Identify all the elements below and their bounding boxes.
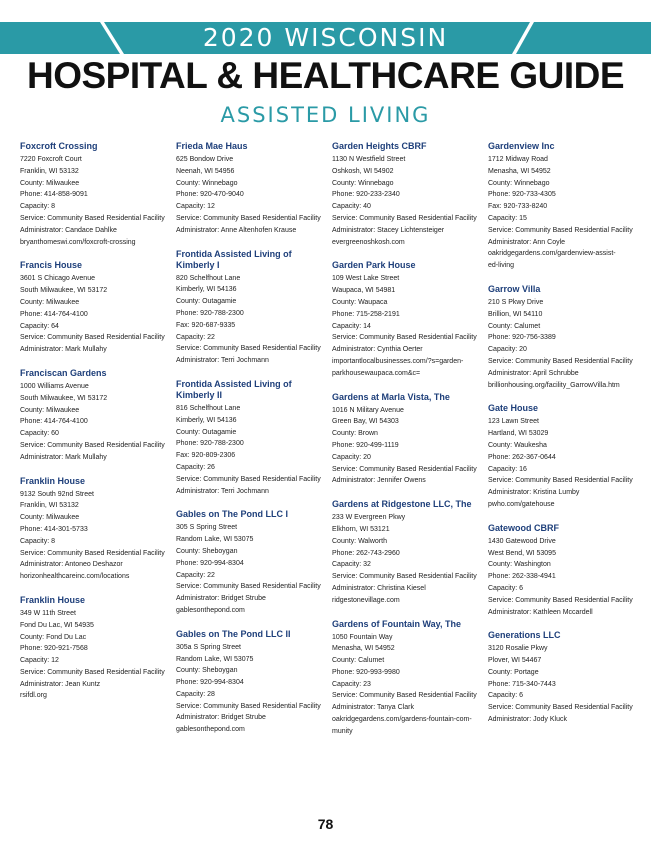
facility-detail-line: 1050 Fountain Way: [332, 633, 393, 641]
facility-detail-line: Random Lake, WI 53075: [176, 536, 254, 544]
facility-entry: [332, 141, 482, 248]
facility-detail-line: 3601 S Chicago Avenue: [20, 275, 95, 283]
facility-detail-line: County: Sheboygan: [176, 667, 238, 675]
facility-name: Franklin House: [20, 594, 86, 605]
facility-detail-line: Fond Du Lac, WI 54935: [20, 621, 94, 629]
facility-entry: [176, 249, 326, 367]
facility-detail-line: Fax: 920-687-9335: [176, 321, 236, 329]
facility-detail-line: County: Milwaukee: [20, 406, 80, 414]
facility-detail-line: Plover, WI 54467: [488, 657, 542, 665]
facility-name: Francis House: [20, 260, 83, 271]
facility-detail-line: 349 W 11th Street: [20, 609, 76, 617]
facility-name: Frontida Assisted Living of Kimberly II: [176, 378, 292, 400]
facility-detail-line: County: Washington: [488, 561, 551, 569]
facility-detail-line: Capacity: 12: [176, 203, 215, 211]
facility-detail-line: Administrator: Jody Kluck: [488, 716, 567, 724]
facility-detail-line: County: Brown: [332, 430, 378, 438]
facility-detail-line: Service: Community Based Residential Facility: [488, 226, 633, 234]
facility-detail-line: 7220 Foxcroft Court: [20, 156, 82, 163]
facility-detail-line: Service: Community Based Residential Facility: [176, 475, 321, 483]
facility-detail-line: Administrator: Terri Jochmann: [176, 487, 269, 495]
facility-name: Gables on The Pond LLC I: [176, 509, 289, 520]
facility-detail-line: Administrator: Kathleen Mccardell: [488, 608, 593, 616]
facility-detail-line: Phone: 920-994-8304: [176, 679, 244, 687]
facility-detail-line: Phone: 920-470-9040: [176, 191, 244, 199]
facility-detail-line: 625 Bondow Drive: [176, 156, 234, 163]
banner-title: 2020 WISCONSIN: [202, 23, 449, 52]
facility-detail-line: County: Winnebago: [332, 179, 394, 187]
facility-detail-line: Phone: 262-743-2960: [332, 549, 400, 557]
facility-entry: [20, 368, 170, 464]
facility-detail-line: Green Bay, WI 54303: [332, 418, 399, 426]
facility-detail-line: Phone: 414-301-5733: [20, 525, 88, 533]
facility-detail-line: 3120 Rosalie Pkwy: [488, 645, 548, 653]
facility-detail-line: gablesonthepond.com: [176, 726, 245, 734]
facility-entry: [176, 379, 326, 497]
facility-detail-line: 305 S Spring Street: [176, 524, 238, 532]
facility-detail-line: Administrator: Mark Mullahy: [20, 346, 107, 354]
facility-name: Gatewood CBRF: [488, 522, 559, 533]
facility-detail-line: gablesonthepond.com: [176, 606, 245, 614]
facility-entry: [20, 260, 170, 356]
facility-detail-line: Phone: 920-993-9980: [332, 668, 400, 676]
facility-detail-line: Capacity: 8: [20, 203, 56, 211]
facility-detail-line: County: Fond Du Lac: [20, 633, 87, 641]
facility-name: Franciscan Gardens: [20, 367, 107, 378]
facility-detail-line: Capacity: 40: [332, 203, 371, 211]
facility-detail-line: 816 Schelfhout Lane: [176, 404, 241, 412]
facility-detail-line: Administrator: Cynthia Oerter: [332, 346, 423, 354]
facility-name: Gate House: [488, 403, 539, 414]
section-subtitle: ASSISTED LIVING: [220, 103, 431, 127]
facility-name: Gables on The Pond LLC II: [176, 628, 291, 639]
facility-detail-line: Phone: 262-367-0644: [488, 453, 556, 461]
facility-entry: [332, 260, 482, 379]
facility-name: Generations LLC: [488, 630, 561, 641]
facility-name: Foxcroft Crossing: [20, 141, 98, 151]
facility-detail-line: Service: Community Based Residential Facility: [332, 692, 477, 700]
facility-detail-line: Service: Community Based Residential Facility: [488, 357, 633, 365]
facility-detail-line: ridgestonevillage.com: [332, 596, 400, 604]
facility-detail-line: Administrator: Jean Kuntz: [20, 680, 101, 688]
facility-detail-line: Service: Community Based Residential Facility: [488, 704, 633, 712]
facility-detail-line: Phone: 920-499-1119: [332, 441, 399, 449]
facility-name: Gardens of Fountain Way, The: [332, 618, 462, 629]
facility-detail-line: South Milwaukee, WI 53172: [20, 287, 108, 295]
facility-detail-line: County: Winnebago: [176, 179, 238, 187]
facility-detail-line: 305a S Spring Street: [176, 643, 241, 651]
facility-name: Gardenview Inc: [488, 141, 555, 151]
facility-detail-line: Administrator: April Schrubbe: [488, 369, 579, 377]
facility-detail-line: parkhousewaupaca.com&c=: [332, 369, 421, 377]
facility-detail-line: Capacity: 12: [20, 657, 59, 665]
facility-detail-line: Phone: 414-764-4100: [20, 310, 88, 318]
facility-detail-line: County: Portage: [488, 668, 539, 676]
facility-detail-line: Phone: 414-764-4100: [20, 418, 88, 426]
facility-name: Garden Park House: [332, 260, 416, 271]
facility-detail-line: brillionhousing.org/facility_GarrowVilla.htm: [488, 381, 620, 389]
facility-detail-line: Service: Community Based Residential Facility: [20, 334, 165, 342]
facility-detail-line: Hartland, WI 53029: [488, 430, 549, 438]
facility-detail-line: Capacity: 6: [488, 692, 524, 700]
facility-detail-line: 109 West Lake Street: [332, 275, 400, 283]
facility-detail-line: South Milwaukee, WI 53172: [20, 394, 108, 402]
listing-column-4: [488, 141, 638, 738]
facility-detail-line: County: Calumet: [332, 657, 385, 665]
facility-detail-line: Phone: 262-338-4941: [488, 573, 556, 581]
facility-detail-line: Capacity: 64: [20, 322, 59, 330]
facility-detail-line: 1016 N Military Avenue: [332, 406, 404, 414]
facility-detail-line: 820 Schelfhout Lane: [176, 274, 241, 282]
facility-detail-line: Service: Community Based Residential Facility: [176, 702, 321, 710]
facility-detail-line: Administrator: Kristina Lumby: [488, 489, 580, 497]
facility-detail-line: oakridgegardens.com/gardenview-assist-: [488, 250, 616, 258]
facility-detail-line: Franklin, WI 53132: [20, 167, 79, 175]
facility-detail-line: Capacity: 22: [176, 571, 215, 579]
facility-detail-line: Elkhorn, WI 53121: [332, 525, 390, 533]
facility-detail-line: Capacity: 28: [176, 690, 215, 698]
facility-detail-line: County: Outagamie: [176, 428, 237, 436]
facility-entry: [20, 141, 170, 248]
listing-column-2: [176, 141, 326, 748]
facility-detail-line: 1130 N Westfield Street: [332, 156, 406, 163]
facility-detail-line: 1000 Williams Avenue: [20, 382, 89, 390]
facility-detail-line: 233 W Evergreen Pkwy: [332, 514, 406, 522]
listing-column-3: [332, 141, 482, 750]
facility-detail-line: Administrator: Jennifer Owens: [332, 477, 426, 485]
facility-detail-line: Phone: 920-733-4305: [488, 191, 556, 199]
facility-entry: [20, 476, 170, 583]
facility-entry: [332, 499, 482, 606]
facility-detail-line: pwho.com/gatehouse: [488, 500, 555, 508]
facility-detail-line: Service: Community Based Residential Facility: [488, 596, 633, 604]
facility-detail-line: horizonhealthcareinc.com/locations: [20, 573, 130, 581]
facility-detail-line: oakridgegardens.com/gardens-fountain-com-: [332, 716, 472, 724]
facility-entry: [176, 141, 326, 237]
facility-detail-line: Waupaca, WI 54981: [332, 287, 396, 295]
facility-entry: [488, 523, 638, 619]
facility-detail-line: Capacity: 15: [488, 214, 527, 222]
facility-detail-line: County: Calumet: [488, 322, 541, 330]
facility-detail-line: Capacity: 6: [488, 584, 524, 592]
facility-detail-line: Service: Community Based Residential Facility: [20, 441, 165, 449]
facility-detail-line: Menasha, WI 54952: [488, 167, 551, 175]
facility-entry: [488, 141, 638, 272]
facility-name: Gardens at Marla Vista, The: [332, 391, 450, 402]
facility-detail-line: Phone: 920-788-2300: [176, 440, 244, 448]
facility-detail-line: munity: [332, 727, 353, 735]
facility-detail-line: West Bend, WI 53095: [488, 549, 556, 557]
facility-entry: [176, 629, 326, 736]
facility-detail-line: Kimberly, WI 54136: [176, 286, 237, 294]
facility-detail-line: Service: Community Based Residential Facility: [20, 549, 165, 557]
facility-detail-line: 123 Lawn Street: [488, 418, 539, 426]
facility-detail-line: Administrator: Tanya Clark: [332, 704, 414, 712]
facility-detail-line: Administrator: Bridget Strube: [176, 714, 266, 722]
facility-detail-line: Administrator: Stacey Lichtensteiger: [332, 226, 445, 234]
facility-detail-line: Fax: 920-809-2306: [176, 452, 236, 460]
facility-detail-line: Capacity: 20: [332, 453, 371, 461]
facility-detail-line: Administrator: Ann Coyle: [488, 238, 566, 246]
page-title: HOSPITAL & HEALTHCARE GUIDE: [26, 55, 625, 96]
facility-detail-line: Administrator: Bridget Strube: [176, 595, 266, 603]
facility-detail-line: Service: Community Based Residential Facility: [332, 214, 477, 222]
facility-detail-line: Capacity: 20: [488, 346, 527, 354]
facility-detail-line: Service: Community Based Residential Facility: [488, 477, 633, 485]
header-banner: [0, 22, 651, 54]
facility-detail-line: Service: Community Based Residential Facility: [20, 668, 165, 676]
facility-detail-line: County: Winnebago: [488, 179, 550, 187]
facility-detail-line: Administrator: Terri Jochmann: [176, 357, 269, 365]
facility-name: Garrow Villa: [488, 283, 541, 294]
facility-detail-line: County: Milwaukee: [20, 514, 80, 522]
facility-detail-line: Service: Community Based Residential Facility: [20, 214, 165, 222]
facility-detail-line: Service: Community Based Residential Facility: [176, 345, 321, 353]
facility-detail-line: Franklin, WI 53132: [20, 502, 79, 510]
facility-detail-line: Service: Community Based Residential Facility: [332, 334, 477, 342]
facility-detail-line: 210 S Pkwy Drive: [488, 298, 544, 306]
facility-detail-line: 9132 South 92nd Street: [20, 490, 94, 498]
facility-detail-line: Capacity: 8: [20, 537, 56, 545]
facility-detail-line: Brillion, WI 54110: [488, 310, 543, 318]
facility-name: Gardens at Ridgestone LLC, The: [332, 499, 472, 510]
facility-detail-line: Administrator: Candace Dahlke: [20, 226, 117, 234]
facility-detail-line: rsifdl.org: [20, 692, 47, 700]
facility-detail-line: Capacity: 14: [332, 322, 371, 330]
facility-detail-line: County: Waukesha: [488, 441, 547, 449]
facility-detail-line: Phone: 920-788-2300: [176, 309, 244, 317]
facility-detail-line: Phone: 414-858-9091: [20, 191, 88, 199]
facility-entry: [20, 595, 170, 702]
facility-detail-line: Phone: 920-756-3389: [488, 334, 556, 342]
facility-detail-line: Neenah, WI 54956: [176, 167, 235, 175]
facility-detail-line: Capacity: 60: [20, 430, 59, 438]
facility-entry: [488, 284, 638, 391]
facility-detail-line: evergreenoshkosh.com: [332, 238, 405, 246]
facility-name: Franklin House: [20, 475, 86, 486]
facility-detail-line: 1430 Gatewood Drive: [488, 537, 556, 545]
facility-detail-line: Fax: 920-733-8240: [488, 203, 548, 211]
facility-detail-line: Kimberly, WI 54136: [176, 416, 237, 424]
facility-detail-line: County: Milwaukee: [20, 179, 80, 187]
facility-detail-line: Phone: 920-994-8304: [176, 559, 244, 567]
facility-name: Frontida Assisted Living of Kimberly I: [176, 248, 292, 270]
facility-entry: [488, 403, 638, 510]
facility-detail-line: Service: Community Based Residential Facility: [332, 465, 477, 473]
facility-detail-line: County: Outagamie: [176, 298, 237, 306]
facility-detail-line: Capacity: 22: [176, 333, 215, 341]
facility-entry: [176, 509, 326, 616]
facility-detail-line: Administrator: Anne Altenhofen Krause: [176, 226, 297, 234]
facility-detail-line: Service: Community Based Residential Facility: [332, 573, 477, 581]
facility-entry: [488, 630, 638, 726]
facility-name: Frieda Mae Haus: [176, 141, 248, 151]
facility-detail-line: Phone: 920-921-7568: [20, 645, 88, 653]
facility-detail-line: Capacity: 16: [488, 465, 527, 473]
facility-entry: [332, 392, 482, 488]
facility-detail-line: Service: Community Based Residential Facility: [176, 583, 321, 591]
facility-name: Garden Heights CBRF: [332, 141, 427, 151]
facility-detail-line: Random Lake, WI 53075: [176, 655, 254, 663]
facility-detail-line: bryanthomeswi.com/foxcroft-crossing: [20, 238, 136, 246]
facility-detail-line: Menasha, WI 54952: [332, 645, 395, 653]
facility-detail-line: County: Walworth: [332, 537, 387, 545]
facility-detail-line: Capacity: 26: [176, 463, 215, 471]
listing-column-1: [20, 141, 170, 714]
page-number: 78: [317, 816, 334, 832]
facility-detail-line: Capacity: 23: [332, 680, 371, 688]
facility-detail-line: Phone: 715-258-2191: [332, 310, 400, 318]
facility-detail-line: Administrator: Mark Mullahy: [20, 453, 107, 461]
facility-detail-line: Oshkosh, WI 54902: [332, 167, 394, 175]
facility-detail-line: County: Waupaca: [332, 298, 388, 306]
facility-detail-line: importantlocalbusinesses.com/?s=garden-: [332, 357, 464, 365]
facility-detail-line: Phone: 715-340-7443: [488, 680, 556, 688]
facility-detail-line: 1712 Midway Road: [488, 156, 548, 163]
facility-detail-line: Administrator: Antoneo Deshazor: [20, 561, 123, 569]
facility-detail-line: County: Milwaukee: [20, 298, 80, 306]
facility-detail-line: Service: Community Based Residential Facility: [176, 214, 321, 222]
facility-detail-line: County: Sheboygan: [176, 547, 238, 555]
facility-detail-line: ed-living: [488, 262, 515, 270]
facility-detail-line: Administrator: Christina Kiesel: [332, 584, 426, 592]
facility-detail-line: Phone: 920-233-2340: [332, 191, 400, 199]
facility-detail-line: Capacity: 32: [332, 561, 371, 569]
facility-entry: [332, 619, 482, 738]
